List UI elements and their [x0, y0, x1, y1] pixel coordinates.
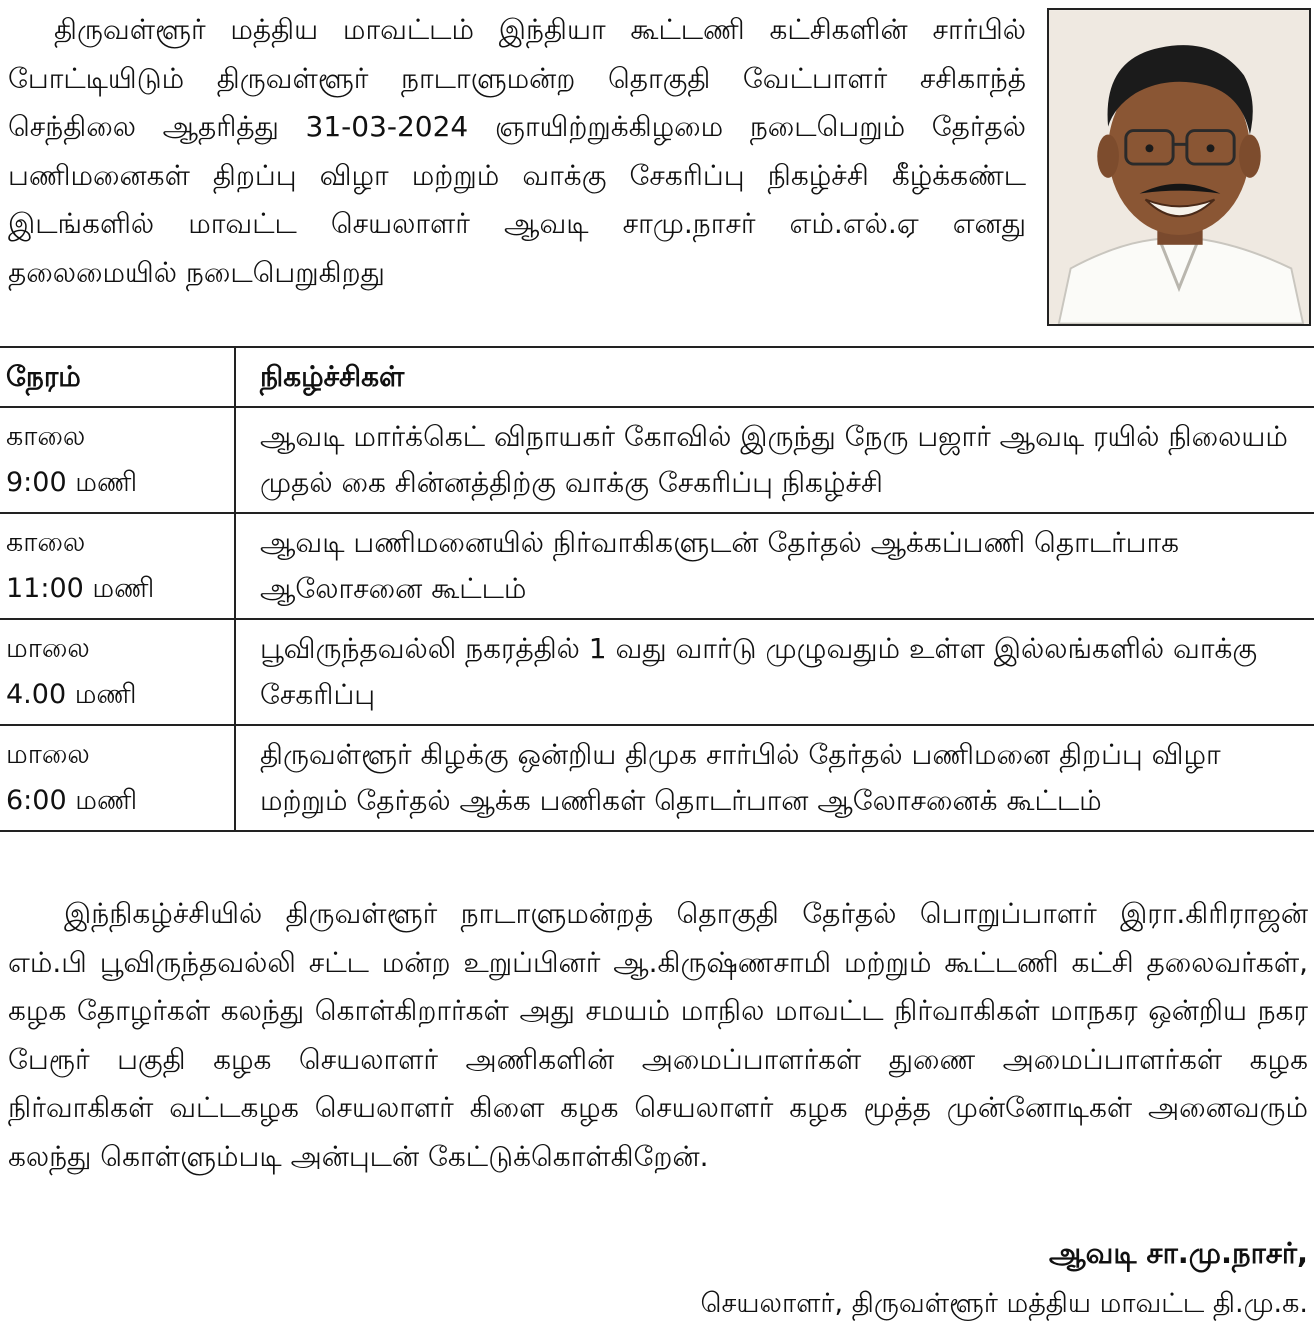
event-cell: பூவிருந்தவல்லி நகரத்தில் 1 வது வார்டு முழுவதும் உள்ள இல்லங்களில் வாக்கு சேகரிப்பு: [235, 619, 1314, 725]
time-period: காலை: [6, 421, 86, 452]
table-row: [0, 407, 1314, 513]
signatory-title: செயலாளர், திருவள்ளூர் மத்திய மாவட்ட தி.மு.க.: [700, 1288, 1308, 1319]
event-cell: திருவள்ளூர் கிழக்கு ஒன்றிய திமுக சார்பில் தேர்தல் பணிமனை திறப்பு விழா மற்றும் தேர்தல் ஆக்க பணிகள் தொடர்பான ஆலோசனைக் கூட்டம்: [235, 725, 1314, 831]
schedule-header-row: [0, 347, 1314, 407]
signatory-name: ஆவடி சா.மு.நாசர்,: [1048, 1236, 1308, 1270]
time-cell: [0, 407, 235, 513]
time-cell: [0, 513, 235, 619]
time-period: காலை: [6, 527, 86, 558]
time-value: 11:00 மணி: [6, 573, 155, 604]
time-value: 9:00 மணி: [6, 467, 138, 498]
schedule-table: [0, 346, 1314, 832]
column-header-events: நிகழ்ச்சிகள்: [235, 347, 1314, 407]
table-row: [0, 513, 1314, 619]
portrait-photo-icon: [1049, 10, 1309, 324]
table-row: [0, 725, 1314, 831]
time-value: 6:00 மணி: [6, 785, 138, 816]
table-row: [0, 619, 1314, 725]
intro-paragraph: திருவள்ளூர் மத்திய மாவட்டம் இந்தியா கூட்டணி கட்சிகளின் சார்பில் போட்டியிடும் திருவள்ளூர் நாடாளுமன்ற தொகுதி வேட்பாளர் சசிகாந்த் செந்திலை ஆதரித்து 31-03-2024 ஞாயிற்றுக்கிழமை நடைபெறும் தேர்தல் பணிமனைகள் திறப்பு விழா மற்றும் வாக்கு சேகரிப்பு நிகழ்ச்சி கீழ்க்கண்ட இடங்களில் மாவட்ட செயலாளர் ஆவடி சாமு.நாசர் எம்.எல்.ஏ எனது தலைமையில் நடைபெறுகிறது: [8, 13, 1026, 289]
event-cell: ஆவடி பணிமனையில் நிர்வாகிகளுடன் தேர்தல் ஆக்கப்பணி தொடர்பாக ஆலோசனை கூட்டம்: [235, 513, 1314, 619]
closing-paragraph: இந்நிகழ்ச்சியில் திருவள்ளூர் நாடாளுமன்றத் தொகுதி தேர்தல் பொறுப்பாளர் இரா.கிரிராஜன் எம்.பி பூவிருந்தவல்லி சட்ட மன்ற உறுப்பினர் ஆ.கிருஷ்ணசாமி மற்றும் கூட்டணி கட்சி தலைவர்கள், கழக தோழர்கள் கலந்து கொள்கிறார்கள் அது சமயம் மாநில மாவட்ட நிர்வாகிகள் மாநகர ஒன்றிய நகர பேரூர் பகுதி கழக செயலாளர் அணிகளின் அமைப்பாளர்கள் துணை அமைப்பாளர்கள் கழக நிர்வாகிகள் வட்டகழக செயலாளர் கிளை கழக செயலாளர் கழக மூத்த முன்னோடிகள் அனைவரும் கலந்து கொள்ளும்படி அன்புடன் கேட்டுக்கொள்கிறேன்.: [8, 897, 1308, 1173]
time-cell: [0, 725, 235, 831]
event-cell: ஆவடி மார்க்கெட் விநாயகர் கோவில் இருந்து நேரு பஜார் ஆவடி ரயில் நிலையம் முதல் கை சின்னத்திற்கு வாக்கு சேகரிப்பு நிகழ்ச்சி: [235, 407, 1314, 513]
portrait-photo: [1047, 8, 1311, 326]
time-period: மாலை: [6, 739, 90, 770]
time-cell: [0, 619, 235, 725]
column-header-time: நேரம்: [0, 347, 235, 407]
time-value: 4.00 மணி: [6, 679, 137, 710]
time-period: மாலை: [6, 633, 90, 664]
